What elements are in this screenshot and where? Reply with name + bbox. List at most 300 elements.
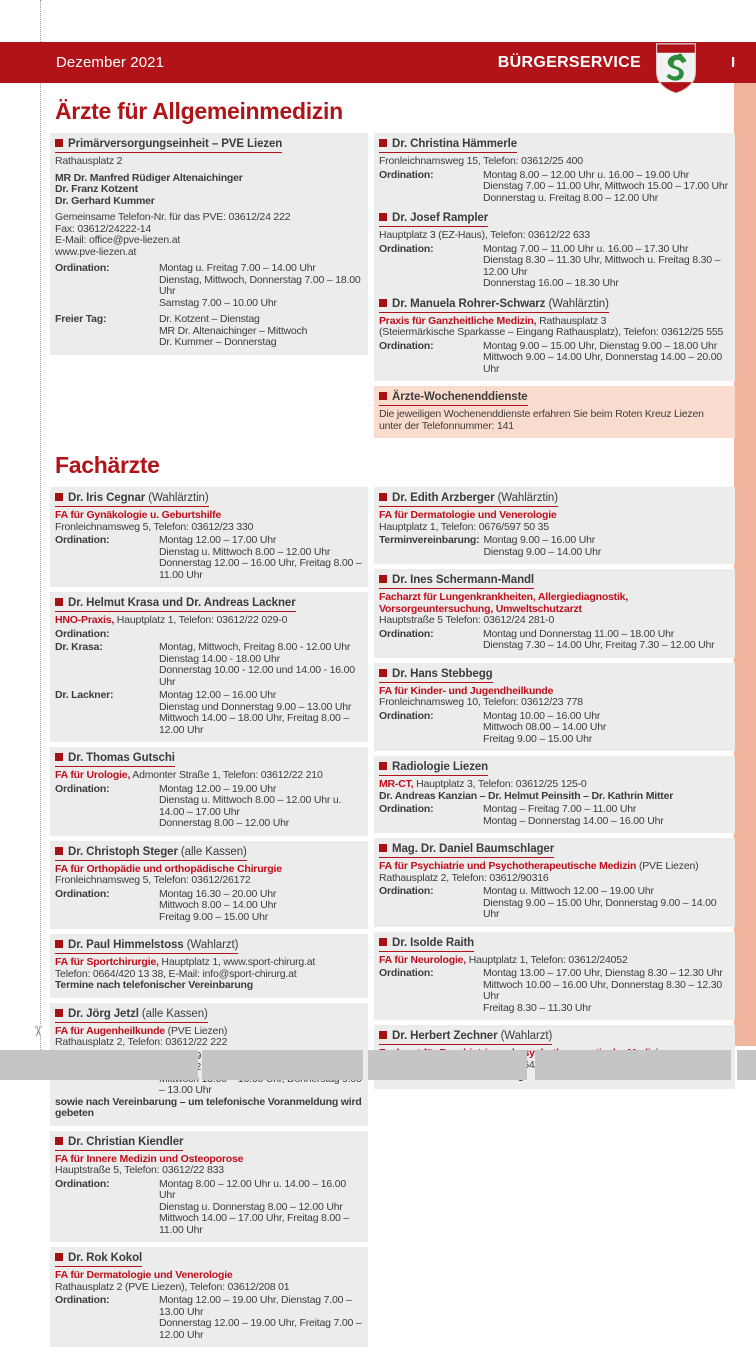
doctor-entry [50,747,368,836]
doctor-name-suffix: (Wahlarzt) [183,939,239,951]
text-segment-plain: Fronleichnamsweg 5, Telefon: 03612/26172 [55,874,251,886]
entry-line [55,522,362,534]
doctor-name-underline [55,492,209,507]
schedule-row: Freitag 9.00 – 15.00 Uhr [483,732,593,745]
text-segment-red: FA für Orthopädie und orthopädische Chirurgie [55,862,282,875]
schedule-row: Donnerstag 12.00 – 19.00 Uhr, Freitag 7.00 – 12.00 Uhr [159,1317,362,1341]
red-square-bullet [379,938,387,946]
section-title: Fachärzte [55,452,160,478]
schedule-block [55,263,362,309]
doctor-entry [374,386,735,438]
schedule-label: Ordination: [379,967,434,979]
cut-line [29,0,47,1080]
schedule-row: Montag 10.00 – 16.00 Uhr [483,709,601,722]
schedule-rows [483,968,729,1014]
red-square-bullet [55,598,63,606]
schedule-block [55,642,362,688]
text-segment-plain: Fronleichnamsweg 5, Telefon: 03612/23 330 [55,520,254,533]
header-service-title: BÜRGERSERVICE [497,53,641,71]
doctor-name-underline [379,138,517,153]
schedule-block [379,170,729,205]
schedule-row: Montag 8.00 – 12.00 Uhr u. 14.00 – 16.00 Uhr [159,1177,346,1201]
schedule-label: Ordination: [55,1294,110,1306]
text-segment-bold: Termine nach telefonischer Vereinbarung [55,979,253,991]
doctor-name: Dr. Manuela Rohrer-Schwarz [392,297,546,310]
entry-line [379,955,729,967]
doctor-name-underline [379,843,554,858]
doctor-name-underline [379,1030,552,1045]
schedule-block [379,886,729,921]
next-page-block [202,1050,363,1080]
entry-line [55,1037,362,1049]
text-segment-plain: Hauptplatz 3 (EZ-Haus), Telefon: 03612/22 633 [379,229,590,241]
text-segment-red: FA für Psychiatrie und Psychotherapeutische Medizin [379,860,637,872]
schedule-row: Montag – Donnerstag 14.00 – 16.00 Uhr [483,814,664,827]
red-square-bullet [55,493,63,501]
schedule-row: Mittwoch 14.00 – 17.00 Uhr, Freitag 8.00 – 11.00 Uhr [159,1212,350,1236]
doctor-name-underline [55,939,238,954]
schedule-row: Montag 12.00 – 16.00 Uhr [159,689,277,701]
text-segment-plain: Fronleichnamsweg 15, Telefon: 03612/25 400 [379,155,583,167]
right-column [374,487,735,1089]
text-segment-red: Facharzt für Lungenkrankheiten, Allergiediagnostik, Vorsorgeuntersuchung, Umweltschutzarzt [379,591,629,615]
red-square-bullet [55,1137,63,1145]
schedule-row: Mittwoch 10.00 – 16.00 Uhr, Donnerstag 8.30 – 12.30 Uhr [483,978,723,1002]
schedule-row: Montag 12.00 – 19.00 Uhr, Dienstag 7.00 – 13.00 Uhr [159,1294,352,1318]
doctor-name: Dr. Hans Stebbegg [392,667,493,680]
schedule-row: Montag, Mittwoch, Freitag 8.00 - 12.00 Uhr [159,641,351,653]
page-edge-strip [734,83,756,1046]
text-segment-red: FA für Dermatologie und Venerologie [55,1269,233,1281]
doctor-name-suffix: (alle Kassen) [177,845,247,858]
schedule-rows [159,889,362,924]
entry-line [379,791,729,803]
red-square-bullet [379,213,387,221]
schedule-row: Dienstag 9.00 – 14.00 Uhr [483,545,602,558]
text-segment-red: FA für Innere Medizin und Osteoporose [55,1152,244,1165]
text-segment-plain: Fronleichnamsweg 10, Telefon: 03612/23 778 [379,696,583,708]
entry-line [55,1165,362,1177]
doctor-entry [50,133,368,355]
text-segment-red: HNO-Praxis, [55,614,115,626]
red-square-bullet [379,575,387,583]
text-segment-plain: Hauptplatz 1, Telefon: 03612/22 029-0 [114,614,288,626]
schedule-block [55,690,362,736]
entry-line [379,592,729,615]
schedule-label: Ordination: [55,627,110,640]
entry-line [55,980,362,992]
schedule-block [55,784,362,830]
doctor-name-suffix: (Wahlärztin) [545,297,609,310]
doctor-name-heading [55,1136,362,1151]
doctor-name: Dr. Isolde Raith [392,936,475,949]
text-segment-plain: www.pve-liezen.at [55,245,137,258]
text-segment-bold: MR Dr. Manfred Rüdiger Altenaichinger [55,171,243,184]
doctor-name-underline [379,212,488,227]
entry-line [55,615,362,627]
schedule-row: Dienstag 14.00 - 18.00 Uhr [159,652,280,665]
doctor-name-heading [55,138,362,153]
doctor-name-underline [55,1008,208,1023]
schedule-block [379,244,729,290]
schedule-row: Dienstag u. Mittwoch 8.00 – 12.00 Uhr [159,545,331,558]
text-segment-plain: (PVE Liezen) [164,1024,228,1037]
doctor-entry [50,592,368,742]
entry-line [379,873,729,885]
entry-line [379,230,729,242]
doctor-name: Dr. Ines Schermann-Mandl [392,574,535,586]
doctor-name-suffix: (Wahlärztin) [494,492,558,504]
schedule-block [55,629,362,641]
schedule-label: Ordination: [379,339,434,352]
schedule-row: Dienstag u. Donnerstag 8.00 – 12.00 Uhr [159,1200,343,1213]
schedule-label: Ordination: [55,1177,110,1190]
doctor-entry [374,756,735,833]
schedule-row: Montag 12.00 – 19.00 Uhr [159,782,277,795]
doctor-name-underline [379,668,493,683]
section-1 [50,98,735,438]
schedule-block [379,711,729,746]
red-square-bullet [55,139,63,147]
doctor-name: Dr. Paul Himmelstoss [68,939,184,951]
doctor-name-heading [55,492,362,507]
schedule-row: Montag – Freitag 7.00 – 11.00 Uhr [483,803,637,815]
entry-line [55,247,362,259]
next-page-block [0,1050,198,1080]
schedule-rows [159,784,362,830]
doctor-name: Dr. Josef Rampler [392,212,489,224]
doctor-entry [374,932,735,1021]
text-segment-plain: Rathausplatz 2, Telefon: 03612/22 222 [55,1036,228,1048]
schedule-rows [159,690,362,736]
schedule-label: Freier Tag: [55,313,107,325]
entry-line [379,615,729,627]
schedule-block [55,1295,362,1341]
entry-line [55,875,362,887]
left-column [50,487,368,1347]
text-segment-plain: Hauptplatz 1, Telefon: 0676/597 50 35 [379,520,549,533]
header-right-group [498,30,756,95]
text-segment-plain: Hauptplatz 1, Telefon: 03612/24052 [466,953,628,966]
doctor-name-suffix: (Wahlarzt) [497,1030,553,1042]
schedule-rows [159,263,362,309]
red-square-bullet [55,753,63,761]
schedule-row: Donnerstag u. Freitag 8.00 – 12.00 Uhr [483,191,659,204]
doctor-name-heading [379,668,729,683]
text-segment-red: FA für Kinder- und Jugendheilkunde [379,684,554,697]
text-segment-red: Praxis für Ganzheitliche Medizin, [379,314,537,327]
schedule-row: – 13.00 Uhr [159,1084,212,1096]
entry-line [55,156,362,168]
text-segment-red: FA für Urologie, [55,769,131,781]
schedule-row: Freitag 9.00 – 15.00 Uhr [159,910,269,923]
schedule-row: Samstag 7.00 – 10.00 Uhr [159,296,277,309]
doctor-name: Dr. Edith Arzberger [392,492,495,504]
text-segment-bold: Dr. Andreas Kanzian – Dr. Helmut Peinsith – Dr. Kathrin Mitter [379,789,674,802]
doctor-name-heading [379,391,729,406]
header-date: Dezember 2021 [56,53,165,71]
schedule-row: Montag 9.00 – 16.00 Uhr [483,534,596,546]
text-segment-plain: Hauptplatz 1, www.sport-chirurg.at [158,956,316,968]
schedule-row: Donnerstag 16.00 – 18.30 Uhr [483,277,619,289]
schedule-label: Ordination: [55,534,110,546]
schedule-block [379,968,729,1014]
schedule-label: Ordination: [379,885,434,897]
doctor-entry [374,838,735,927]
schedule-label: Ordination: [379,803,434,815]
schedule-block [55,535,362,581]
doctor-entry [374,210,735,296]
doctor-name-underline [379,391,528,406]
red-square-bullet [379,139,387,147]
schedule-row: Montag 13.00 – 17.00 Uhr, Dienstag 8.30 – 12.30 Uhr [483,967,723,979]
schedule-label: Ordination: [379,168,434,181]
schedule-rows [159,535,362,581]
text-segment-plain: Telefon: 0664/420 13 38, E-Mail: info@sport-chirurg.at [55,967,297,980]
schedule-row: Mittwoch 8.00 – 14.00 Uhr [159,899,277,911]
doctor-name-heading [55,597,362,612]
schedule-rows [483,886,729,921]
text-segment-plain: E-Mail: office@pve-liezen.at [55,234,181,246]
doctor-entry [374,487,735,564]
doctor-name: Mag. Dr. Daniel Baumschlager [392,843,555,855]
schedule-label: Dr. Lackner: [55,689,114,701]
entry-line [379,522,729,534]
entry-line [55,770,362,782]
schedule-row: Montag 12.00 – 17.00 Uhr [159,534,277,546]
text-segment-red: FA für Dermatologie und Venerologie [379,509,557,521]
red-square-bullet [379,392,387,400]
doctor-name-heading [55,752,362,767]
schedule-label: Ordination: [55,262,110,274]
schedule-row: MR Dr. Altenaichinger – Mittwoch [159,324,308,337]
doctor-name: Dr. Christian Kiendler [68,1135,184,1148]
doctor-name: Dr. Helmut Krasa und Dr. Andreas Lackner [68,597,296,609]
schedule-row: Mittwoch 14.00 – 18.00 Uhr, Freitag 8.00 – 12.00 Uhr [159,712,350,736]
text-segment-plain: (PVE Liezen) [636,860,699,872]
schedule-block [55,314,362,349]
doctor-name: Dr. Christina Hämmerle [392,138,517,150]
doctor-name-underline [379,937,474,952]
next-page-preview [0,1050,756,1080]
doctor-name-underline [55,138,282,153]
schedule-row: Mittwoch 08.00 – 14.00 Uhr [483,721,607,733]
red-square-bullet [55,847,63,855]
doctor-entry [50,487,368,587]
schedule-rows [159,629,362,641]
doctor-entry [50,1131,368,1243]
schedule-row: Montag 8.00 – 12.00 Uhr u. 16.00 – 19.00 Uhr [483,168,690,181]
doctor-entry [374,569,735,658]
doctor-entry [374,133,735,210]
doctor-name-heading [379,1030,729,1045]
doctor-entry [374,663,735,752]
red-square-bullet [55,940,63,948]
red-square-bullet [55,1009,63,1017]
doctor-name-heading [379,298,729,313]
doctor-name: Ärzte-Wochenenddienste [392,391,528,403]
text-segment-plain: (Steiermärkische Sparkasse – Eingang Rathausplatz), Telefon: 03612/25 555 [379,326,724,338]
text-segment-plain: Hauptstraße 5 Telefon: 03612/24 281-0 [379,614,555,626]
text-segment-plain: Gemeinsame Telefon-Nr. für das PVE: 03612/24 222 [55,211,291,223]
next-page-block [737,1050,756,1080]
schedule-row: Montag u. Freitag 7.00 – 14.00 Uhr [159,262,316,274]
schedule-row: Freitag 8.30 – 11.30 Uhr [483,1001,592,1014]
doctor-name: Dr. Iris Cegnar [68,492,146,504]
scissors-icon: ✂ [29,1024,47,1038]
text-segment-bold: Dr. Franz Kotzent [55,183,138,195]
schedule-row: Montag und Donnerstag 11.00 – 18.00 Uhr [483,627,675,640]
text-segment-plain: Admonter Straße 1, Telefon: 03612/22 210 [130,769,323,781]
doctor-name-heading [379,574,729,589]
doctor-name: Dr. Herbert Zechner [392,1030,498,1042]
liezen-coat-of-arms-icon [655,42,697,95]
doctor-name-suffix: (Wahlärztin) [145,492,209,504]
schedule-label: Ordination: [379,627,434,640]
schedule-rows [483,535,729,558]
section-title: Ärzte für Allgemeinmedizin [55,98,343,124]
schedule-rows [159,1295,362,1341]
doctor-name-underline [379,574,534,589]
schedule-rows [159,314,362,349]
schedule-label: Ordination: [379,709,434,722]
schedule-label: Ordination: [379,242,434,255]
doctor-name: Primärversorgungseinheit – PVE Liezen [68,138,283,150]
schedule-rows [159,642,362,688]
text-segment-plain: Hauptstraße 5, Telefon: 03612/22 833 [55,1164,224,1176]
text-segment-red: MR-CT, [379,778,414,790]
schedule-rows [483,341,729,376]
doctor-name-underline [55,752,175,767]
text-segment-bold: sowie nach Vereinbarung – um telefonische Voranmeldung wird gebeten [55,1095,362,1119]
doctor-name-underline [55,1252,142,1267]
entry-line [379,409,729,432]
text-segment-plain: Rathausplatz 3 [536,314,607,327]
doctor-name: Dr. Jörg Jetzl [68,1007,139,1020]
schedule-block [379,629,729,652]
schedule-label: Terminvereinbarung: [379,534,480,546]
schedule-row: Dr. Kotzent – Dienstag [159,313,260,325]
doctor-name-heading [55,939,362,954]
schedule-row: Dienstag 9.00 – 15.00 Uhr, Donnerstag 9.00 – 14.00 Uhr [483,896,717,920]
doctor-name-heading [55,846,362,861]
schedule-row: Dienstag, Mittwoch, Donnerstag 7.00 – 18.00 Uhr [159,273,361,297]
page-number-marker: I [731,53,735,71]
entry-line [55,1282,362,1294]
entry-line [55,196,362,208]
schedule-rows [483,170,729,205]
schedule-row: Donnerstag 8.00 – 12.00 Uhr [159,817,290,829]
schedule-label: Ordination: [55,887,110,900]
schedule-label: Ordination: [55,782,110,795]
left-column [50,133,368,355]
schedule-row: Dienstag und Donnerstag 9.00 – 13.00 Uhr [159,700,352,713]
doctor-name-underline [379,761,488,776]
doctor-entry [374,296,735,382]
section-columns [50,133,735,438]
schedule-row: Montag 9.00 – 15.00 Uhr, Dienstag 9.00 – 18.00 Uhr [483,339,717,352]
doctor-name-heading [379,937,729,952]
schedule-rows [483,711,729,746]
red-square-bullet [379,669,387,677]
doctor-name-underline [379,298,609,313]
text-segment-red: FA für Neurologie, [379,953,467,966]
content-area [50,96,735,1361]
text-segment-bold: Dr. Gerhard Kummer [55,194,155,207]
text-segment-red: FA für Sportchirurgie, [55,956,159,968]
doctor-name-suffix: (alle Kassen) [138,1007,208,1020]
red-square-bullet [55,1253,63,1261]
entry-line [379,697,729,709]
schedule-row: Donnerstag 12.00 – 16.00 Uhr, Freitag 8.00 – 11.00 Uhr [159,557,362,581]
doctor-entry [50,841,368,930]
entry-line [379,327,729,339]
next-page-block [368,1050,527,1080]
page-header [0,42,756,83]
red-square-bullet [379,844,387,852]
doctor-name-underline [55,846,247,861]
text-segment-plain: Rathausplatz 2, Telefon: 03612/90316 [379,871,549,884]
schedule-block [379,341,729,376]
doctor-name: Dr. Rok Kokol [68,1252,143,1264]
text-segment-plain: Rathausplatz 2 [55,155,123,167]
schedule-block [55,1179,362,1237]
section-columns [50,487,735,1347]
schedule-block [379,804,729,827]
schedule-block [55,889,362,924]
schedule-rows [483,629,729,652]
doctor-name-heading [379,212,729,227]
doctor-name-heading [55,1252,362,1267]
schedule-row: Montag u. Mittwoch 12.00 – 19.00 Uhr [483,885,654,897]
doctor-name-heading [55,1008,362,1023]
red-square-bullet [379,1031,387,1039]
red-square-bullet [379,762,387,770]
text-segment-red: FA für Augenheilkunde [55,1024,165,1037]
text-segment-red: FA für Gynäkologie u. Geburtshilfe [55,509,222,521]
schedule-row: Montag 7.00 – 11.00 Uhr u. 16.00 – 17.30 Uhr [483,242,689,255]
red-square-bullet [379,493,387,501]
schedule-rows [483,804,729,827]
red-square-bullet [379,299,387,307]
text-segment-plain: Fax: 03612/24222-14 [55,222,152,235]
doctor-name-underline [55,1136,183,1151]
doctor-entry [50,1247,368,1347]
schedule-rows [159,1179,362,1237]
text-segment-plain: Rathausplatz 2 (PVE Liezen), Telefon: 03612/208 01 [55,1280,290,1293]
text-segment-plain: Hauptplatz 3, Telefon: 03612/25 125-0 [413,778,587,790]
doctor-name-underline [379,492,558,507]
schedule-row: Dr. Kummer – Donnerstag [159,336,277,348]
schedule-rows [483,244,729,290]
section-2 [50,452,735,1347]
doctor-name: Radiologie Liezen [392,761,489,773]
next-page-block [535,1050,731,1080]
doctor-name: Dr. Thomas Gutschi [68,752,175,764]
schedule-label: Dr. Krasa: [55,641,103,653]
text-segment-plain: 0664/351 [511,1058,555,1071]
doctor-entry [50,934,368,998]
schedule-row: Montag 16.30 – 20.00 Uhr [159,887,277,900]
doctor-name-heading [379,492,729,507]
schedule-row: Dienstag 8.30 – 11.30 Uhr, Mittwoch u. Freitag 8.30 – 12.00 Uhr [483,254,721,278]
doctor-name-underline [55,597,296,612]
right-column [374,133,735,438]
schedule-row: Dienstag 7.30 – 14.00 Uhr, Freitag 7.30 – 12.00 Uhr [483,639,715,651]
doctor-name-heading [379,843,729,858]
schedule-row: Dienstag u. Mittwoch 8.00 – 12.00 Uhr u. 14.00 – 17.00 Uhr [159,794,342,818]
entry-line [55,1097,362,1120]
